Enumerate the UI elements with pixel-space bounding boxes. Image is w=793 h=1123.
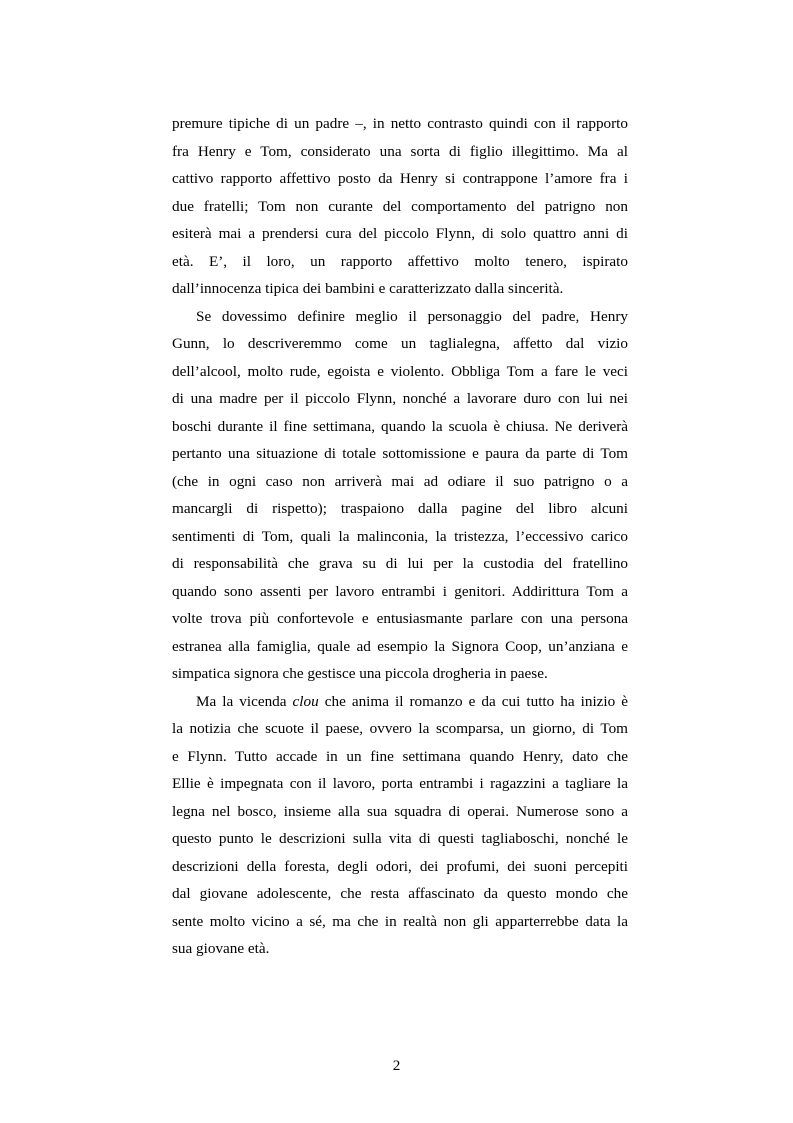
text-line: la notizia che scuote il paese, ovvero la scomparsa, un giorno, di Tom (172, 720, 628, 737)
text-line: Ellie è impegnata con il lavoro, porta entrambi i ragazzini a tagliare la (172, 775, 628, 792)
paragraph (172, 110, 628, 303)
text-line (172, 688, 628, 716)
page-number: 2 (392, 1057, 401, 1074)
text-line: dall’innocenza tipica dei bambini e caratterizzato dalla sincerità. (172, 280, 564, 297)
text-line: cattivo rapporto affettivo posto da Henry si contrappone l’amore fra i (172, 170, 628, 187)
text-line: (che in ogni caso non arriverà mai ad odiare il suo patrigno o a (172, 472, 628, 490)
text-line: sua giovane età. (172, 940, 270, 957)
italic-term: clou (292, 692, 319, 710)
text-line: premure tipiche di un padre –, in netto contrasto quindi con il rapporto (172, 115, 628, 132)
text-line: estranea alla famiglia, quale ad esempio la Signora Coop, un’anziana e (172, 637, 628, 655)
text-segment: che anima il romanzo e da cui tutto ha inizio è (318, 692, 628, 710)
paragraph (172, 303, 628, 688)
text-line: volte trova più confortevole e entusiasmante parlare con una persona (172, 610, 628, 627)
text-line: dal giovane adolescente, che resta affascinato da questo mondo che (172, 885, 628, 902)
text-line: di una madre per il piccolo Flynn, nonché a lavorare duro con lui nei (172, 390, 628, 407)
text-line: di responsabilità che grava su di lui per la custodia del fratellino (172, 555, 628, 572)
text-line: Gunn, lo descriveremmo come un taglialegna, affetto dal vizio (172, 335, 628, 352)
text-line: descrizioni della foresta, degli odori, dei profumi, dei suoni percepiti (172, 857, 628, 875)
text-line: due fratelli; Tom non curante del comportamento del patrigno non (172, 197, 628, 215)
text-line: Se dovessimo definire meglio il personaggio del padre, Henry (196, 307, 628, 325)
text-line: mancargli di rispetto); traspaiono dalla pagine del libro alcuni (172, 500, 628, 517)
body-text (172, 110, 628, 963)
text-line: età. E’, il loro, un rapporto affettivo molto tenero, ispirato (172, 252, 628, 270)
text-line: simpatica signora che gestisce una piccola drogheria in paese. (172, 665, 548, 682)
text-line: questo punto le descrizioni sulla vita di questi tagliaboschi, nonché le (172, 830, 628, 847)
text-line: esiterà mai a prendersi cura del piccolo Flynn, di solo quattro anni di (172, 225, 628, 242)
text-line: legna nel bosco, insieme alla sua squadra di operai. Numerose sono a (172, 802, 628, 820)
text-line: quando sono assenti per lavoro entrambi i genitori. Addirittura Tom a (172, 582, 628, 600)
paragraph (172, 688, 628, 963)
text-line: sente molto vicino a sé, ma che in realtà non gli apparterrebbe data la (172, 912, 628, 930)
text-line: fra Henry e Tom, considerato una sorta di figlio illegittimo. Ma al (172, 142, 628, 160)
text-line: pertanto una situazione di totale sottomissione e paura da parte di Tom (172, 445, 628, 462)
text-line: boschi durante il fine settimana, quando la scuola è chiusa. Ne deriverà (172, 417, 628, 435)
text-line: sentimenti di Tom, quali la malinconia, la tristezza, l’eccessivo carico (172, 527, 628, 545)
text-segment: Ma la vicenda (196, 692, 293, 710)
text-line: dell’alcool, molto rude, egoista e violento. Obbliga Tom a fare le veci (172, 362, 628, 380)
text-line: e Flynn. Tutto accade in un fine settimana quando Henry, dato che (172, 747, 628, 765)
